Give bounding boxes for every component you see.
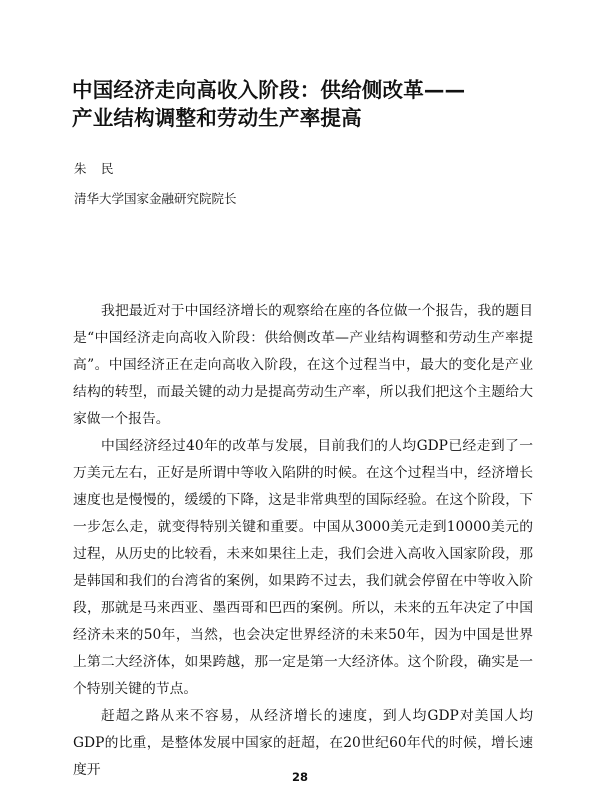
body-paragraph-3: 赶超之路从来不容易，从经济增长的速度，到人均GDP对美国人均GDP的比重，是整体发展中国家的赶超，在20世纪60年代的时候，增长速度开: [73, 708, 533, 778]
author-affiliation: 清华大学国家金融研究院院长: [74, 191, 237, 206]
author-name: 朱 民: [74, 161, 115, 176]
article-title-line-1: 中国经济走向高收入阶段：供给侧改革——: [72, 78, 466, 102]
page-number: 28: [291, 770, 308, 784]
article-title: [72, 76, 542, 132]
body-paragraph-2: 中国经济经过40年的改革与发展，目前我们的人均GDP已经走到了一万美元左右，正好是所谓中等收入陷阱的时候。在这个过程当中，经济增长速度也是慢慢的，缓缓的下降，这是非常典型的国际经验。在这个阶段，下一步怎么走，就变得特别关键和重要。中国从3000美元走到10000美元的过程，从历史的比较看，未来如果往上走，我们会进入高收入国家阶段，那是韩国和我们的台湾省的案例，如果跨不过去，我们就会停留在中等收入阶段，那就是马来西亚、墨西哥和巴西的案例。所以，未来的五年决定了中国经济未来的50年，当然，也会决定世界经济的未来50年，因为中国是世界上第二大经济体，如果跨越，那一定是第一大经济体。这个阶段，确实是一个特别关键的节点。: [73, 438, 533, 697]
article-body: [73, 298, 533, 784]
article-title-line-2: 产业结构调整和劳动生产率提高: [72, 106, 362, 130]
body-paragraph-1: 我把最近对于中国经济增长的观察给在座的各位做一个报告，我的题目是“中国经济走向高收入阶段：供给侧改革—产业结构调整和劳动生产率提高”。中国经济正在走向高收入阶段，在这个过程当中，最大的变化是产业结构的转型，而最关键的动力是提高劳动生产率，所以我们把这个主题给大家做一个报告。: [73, 303, 533, 427]
